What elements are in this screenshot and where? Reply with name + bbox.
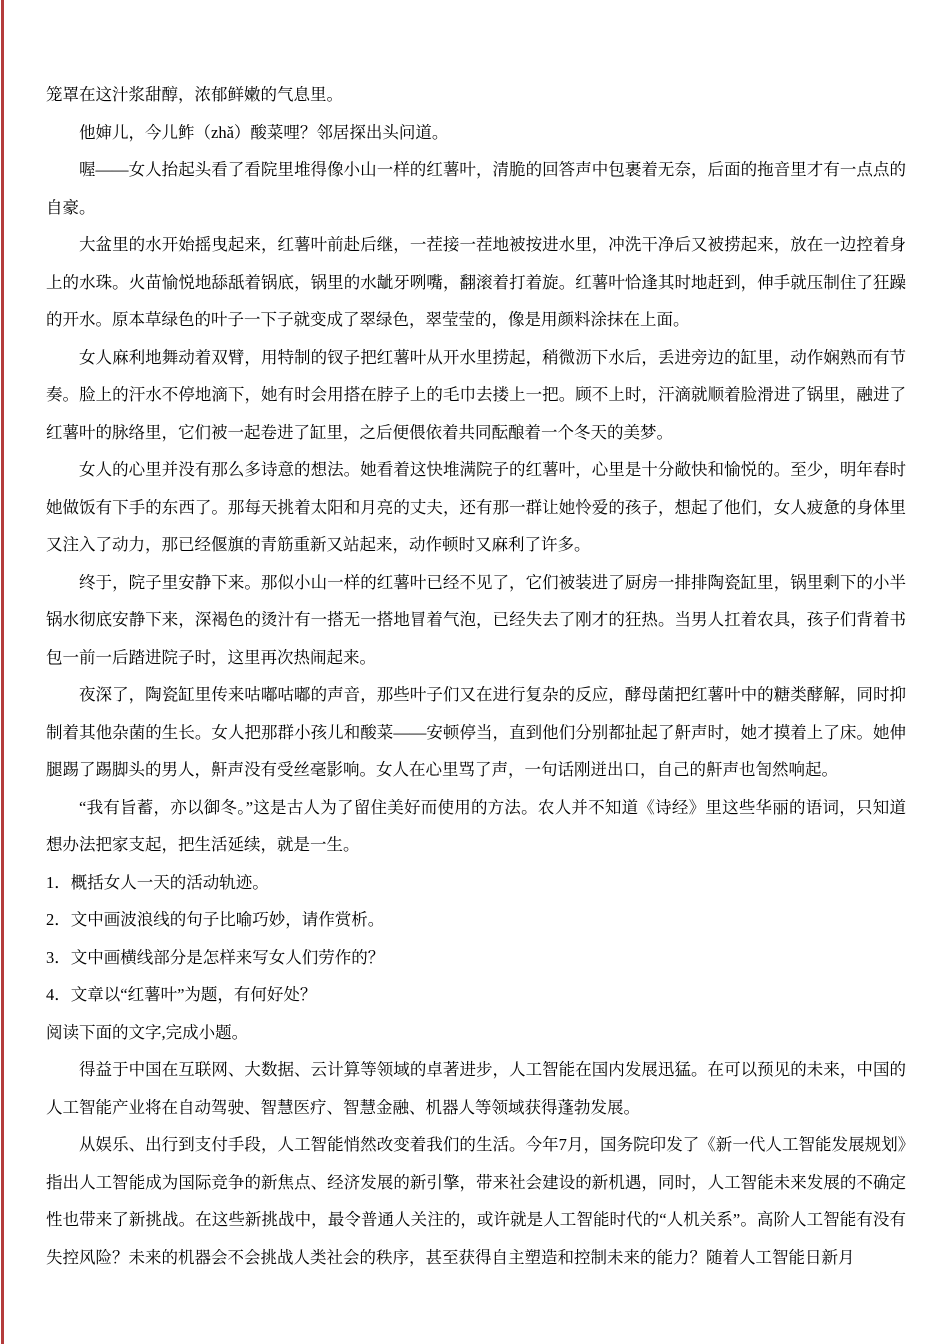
- paragraph: 阅读下面的文字,完成小题。: [46, 1022, 249, 1042]
- paragraph: 女人的心里并没有那么多诗意的想法。她看着这快堆满院子的红薯叶，心里是十分敞快和愉悦的。至少，明年春时她做饭有下手的东西了。那每天挑着太阳和月亮的丈夫，还有那一群让她怜爱的孩子，想起了他们，女人疲惫的身体里又注入了动力，那已经偃旗的青筋重新又站起来，动作顿时又麻利了许多。: [46, 460, 906, 554]
- paragraph: 夜深了，陶瓷缸里传来咕嘟咕嘟的声音，那些叶子们又在进行复杂的反应，酵母菌把红薯叶中的糖类酵解，同时抑制着其他杂菌的生长。女人把那群小孩儿和酸菜——安顿停当，直到他们分别都扯起了鼾声时，她才摸着上了床。她伸腿踢了踢脚头的男人，鼾声没有受丝毫影响。女人在心里骂了声，一句话刚迸出口，自己的鼾声也訇然响起。: [46, 685, 906, 779]
- paragraph: 终于，院子里安静下来。那似小山一样的红薯叶已经不见了，它们被装进了厨房一排排陶瓷缸里，锅里剩下的小半锅水彻底安静下来，深褐色的烫汁有一搭无一搭地冒着气泡，已经失去了刚才的狂热。当男人扛着农具，孩子们背着书包一前一后踏进院子时，这里再次热闹起来。: [46, 572, 906, 667]
- paragraph: 大盆里的水开始摇曳起来，红薯叶前赴后继，一茬接一茬地被按进水里，冲洗干净后又被捞起来，放在一边控着身上的水珠。火苗愉悦地舔舐着锅底，锅里的水龇牙咧嘴，翻滚着打着旋。红薯叶恰逢其时地赶到，伸手就压制住了狂躁的开水。原本草绿色的叶子一下子就变成了翠绿色，翠莹莹的，像是用颜料涂抹在上面。: [46, 235, 906, 329]
- paragraph: “我有旨蓄，亦以御冬。”这是古人为了留住美好而使用的方法。农人并不知道《诗经》里这些华丽的语词，只知道想办法把家支起，把生活延续，就是一生。: [46, 797, 906, 854]
- paragraph: 喔——女人抬起头看了看院里堆得像小山一样的红薯叶，清脆的回答声中包裹着无奈，后面的拖音里才有一点点的自豪。: [46, 160, 906, 217]
- paragraph: 3．文中画横线部分是怎样来写女人们劳作的？: [46, 947, 385, 967]
- paragraph: 4．文章以“红薯叶”为题，有何好处？: [46, 985, 317, 1004]
- paragraph: 1．概括女人一天的活动轨迹。: [46, 872, 269, 892]
- paragraph: 从娱乐、出行到支付手段，人工智能悄然改变着我们的生活。今年7月，国务院印发了《新一代人工智能发展规划》指出人工智能成为国际竞争的新焦点、经济发展的新引擎，带来社会建设的新机遇，同时，人工智能未来发展的不确定性也带来了新挑战。在这些新挑战中，最令普通人关注的，或许就是人工智能时代的“人机关系”。高阶人工智能有没有失控风险？未来的机器会不会挑战人类社会的秩序，甚至获得自主塑造和控制未来的能力？随着人工智能日新月: [46, 1135, 906, 1267]
- paragraph: 女人麻利地舞动着双臂，用特制的钗子把红薯叶从开水里捞起，稍微沥下水后，丢进旁边的缸里，动作娴熟而有节奏。脸上的汗水不停地滴下，她有时会用搭在脖子上的毛巾去搂上一把。顾不上时，汗滴就顺着脸滑进了锅里，融进了红薯叶的脉络里，它们被一起卷进了缸里，之后便偎依着共同酝酿着一个冬天的美梦。: [46, 347, 906, 442]
- paragraph: 2．文中画波浪线的句子比喻巧妙，请作赏析。: [46, 910, 385, 929]
- paragraph: 得益于中国在互联网、大数据、云计算等领域的卓著进步，人工智能在国内发展迅猛。在可以预见的未来，中国的人工智能产业将在自动驾驶、智慧医疗、智慧金融、机器人等领域获得蓬勃发展。: [46, 1060, 906, 1117]
- paragraph: 笼罩在这汁浆甜醇，浓郁鲜嫩的气息里。: [46, 85, 343, 104]
- paragraph: 他婶儿，今儿鲊（zhǎ）酸菜哩？邻居探出头问道。: [79, 122, 449, 142]
